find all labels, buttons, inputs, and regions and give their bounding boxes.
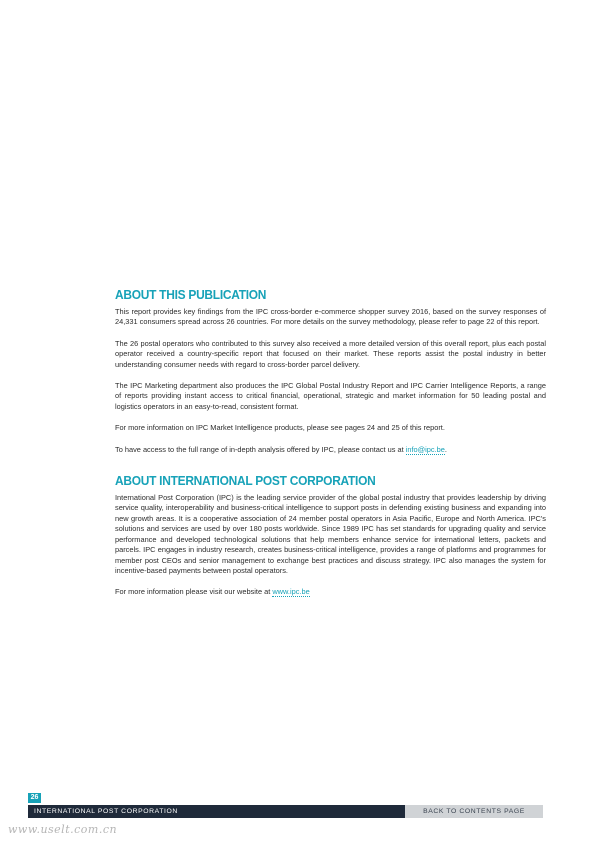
about-ipc-section [115,473,546,598]
ipc-website-paragraph [115,587,546,597]
website-link[interactable]: www.ipc.be [272,587,310,597]
publication-contact-paragraph [115,445,546,455]
back-to-contents-button[interactable]: BACK TO CONTENTS PAGE [405,805,543,818]
publication-paragraph-3: The IPC Marketing department also produces the IPC Global Postal Industry Report and IPC Carrier Intelligence Reports, a range of reports providing instant access to critical financial, operational, strategic and market information for 50 leading postal and logistics operators in an easy-to-read, consistent format. [115,381,546,411]
page-content [115,287,546,609]
publication-paragraph-4: For more information on IPC Market Intelligence products, please see pages 24 and 25 of this report. [115,423,445,433]
contact-end: . [444,444,447,454]
publication-paragraph-2: The 26 postal operators who contributed to this survey also received a more detailed version of this overall report, plus each postal operator received a country-specific report that focused on their market. These reports assist the postal industry in better understanding consumer needs with regard to cross-border parcel delivery. [115,338,546,369]
watermark: www.uselt.com.cn [8,823,118,836]
publication-paragraph-1: This report provides key findings from the IPC cross-border e-commerce shopper survey 2016, based on the survey responses of 24,331 consumers spread across 26 countries. For more details on the survey methodology, please refer to page 22 of this report. [115,307,546,327]
about-publication-heading: ABOUT THIS PUBLICATION [115,287,267,302]
about-publication-section [115,287,546,455]
page-number: 26 [28,793,41,803]
ipc-paragraph: International Post Corporation (IPC) is the leading service provider of the global postal industry that provides leadership by driving service quality, interoperability and business-critical intelligence to support posts in defending existing business and expanding into new growth areas. It is a cooperative association of 24 member postal operators in Asia Pacific, Europe and North America. IPC's solutions and services are used by over 180 posts worldwide. Since 1989 IPC has set standards for upgrading quality and service performance and developed technological solutions that help members enhance service for international letters, packets and parcels. IPC engages in industry research, creates business-critical intelligence, provides a range of platforms and programmes for member post CEOs and senior management to exchange best practices and discuss strategy. IPC also manages the system for incentive-based payments between postal operators. [115,493,546,575]
about-ipc-heading: ABOUT INTERNATIONAL POST CORPORATION [115,473,376,489]
contact-email-link[interactable]: info@ipc.be [405,444,445,454]
contact-text: To have access to the full range of in-depth analysis offered by IPC, please contact us at [115,444,406,454]
website-text: For more information please visit our website at [115,587,273,597]
footer-org-name: INTERNATIONAL POST CORPORATION [28,805,405,818]
